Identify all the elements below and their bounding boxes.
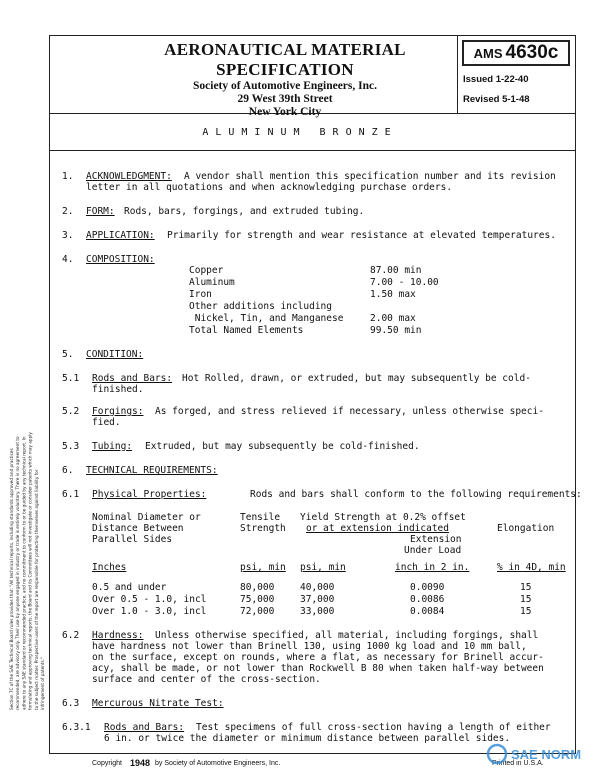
watermark-logo <box>485 742 595 770</box>
spec-heading: AERONAUTICAL MATERIAL SPECIFICATION <box>164 40 406 79</box>
s62-num: 6.2 <box>62 630 80 641</box>
s51-num: 5.1 <box>62 373 80 384</box>
s2-num: 2. <box>62 206 74 217</box>
s62-text-2: have hardness not lower than Brinell 130, using 1000 kg load and 10 mm ball, <box>92 641 527 652</box>
revised-date: Revised 5-1-48 <box>463 94 530 105</box>
ams-number: 4630c <box>505 42 559 63</box>
table-header: or at extension indicated <box>306 523 449 534</box>
header-vertical-divider <box>457 35 458 113</box>
watermark-circle <box>488 745 506 763</box>
comp-name: Other additions including <box>189 301 332 312</box>
table-header: Under Load <box>404 545 462 556</box>
comp-value: 1.50 max <box>370 289 416 300</box>
table-cell: 72,000 <box>240 606 275 617</box>
table-unit: psi, min <box>240 562 286 573</box>
s61-num: 6.1 <box>62 489 80 500</box>
sidebar-disclaimer-line: Section 7C of the SAE Technical Board rules provides that: "All technical reports, including standards approved and practices <box>9 448 14 710</box>
comp-value: 2.00 max <box>370 313 416 324</box>
comp-name: Nickel, Tin, and Manganese <box>189 313 344 324</box>
s631-num: 6.3.1 <box>62 722 91 733</box>
table-header: Parallel Sides <box>92 534 173 545</box>
comp-value: 99.50 min <box>370 325 422 336</box>
ams-number-box <box>462 40 570 66</box>
table-cell: 15 <box>520 582 532 593</box>
s52-num: 5.2 <box>62 406 80 417</box>
sidebar-disclaimer-svg <box>3 170 61 720</box>
s51-heading: Rods and Bars: <box>92 373 173 384</box>
s4-heading: COMPOSITION: <box>86 254 155 265</box>
table-cell: 80,000 <box>240 582 275 593</box>
s52-text-1: As forged, and stress relieved if necessary, unless otherwise speci- <box>155 406 544 417</box>
table-cell: Over 0.5 - 1.0, incl <box>92 594 207 605</box>
title-divider <box>49 150 576 151</box>
watermark <box>485 742 595 770</box>
s3-text: Primarily for strength and wear resistance at elevated temperatures. <box>167 230 556 241</box>
s3-num: 3. <box>62 230 74 241</box>
table-cell: 15 <box>520 606 532 617</box>
s4-num: 4. <box>62 254 74 265</box>
table-unit: inch in 2 in. <box>395 562 470 573</box>
s62-text-3: on the surface, except on rounds, where a flat, as necessary for Brinell accur- <box>92 652 544 663</box>
issued-date: Issued 1-22-40 <box>463 74 529 85</box>
s631-text-1: Test specimens of full cross-section having a length of either <box>196 722 551 733</box>
sidebar-disclaimer-line: recommended, are advisory only. Their use by anyone engaged in industry or trade is entirely voluntary. There is no agreement to <box>15 436 21 710</box>
table-unit: psi, min <box>300 562 346 573</box>
table-header: Distance Between <box>92 523 184 534</box>
s62-text-1: Unless otherwise specified, all material, including forgings, shall <box>155 630 539 641</box>
table-cell: 0.0090 <box>410 582 445 593</box>
s1-text-1: A vendor shall mention this specification number and its revision <box>184 171 556 182</box>
table-unit: % in 4D, min <box>497 562 566 573</box>
s51-text-1: Hot Rolled, drawn, or extruded, but may subsequently be cold- <box>182 373 531 384</box>
table-cell: 15 <box>520 594 532 605</box>
table-cell: 0.5 and under <box>92 582 167 593</box>
table-unit: Inches <box>92 562 127 573</box>
s53-heading: Tubing: <box>92 441 133 452</box>
table-cell: 33,000 <box>300 606 335 617</box>
s6-heading: TECHNICAL REQUIREMENTS: <box>86 465 218 476</box>
s631-heading: Rods and Bars: <box>104 722 185 733</box>
table-header: Extension <box>410 534 462 545</box>
s52-text-2: fied. <box>92 417 121 428</box>
s1-num: 1. <box>62 171 74 182</box>
sidebar-disclaimer <box>3 170 61 720</box>
s6-num: 6. <box>62 465 74 476</box>
table-cell: 0.0086 <box>410 594 445 605</box>
comp-value: 87.00 min <box>370 265 422 276</box>
header-title-block <box>120 40 450 119</box>
sidebar-disclaimer-line: infringement of patents." <box>40 657 45 710</box>
footer-by: by Society of Automotive Engineers, Inc. <box>155 760 281 767</box>
society-name: Society of Automotive Engineers, Inc. <box>193 80 377 92</box>
comp-name: Copper <box>189 265 224 276</box>
society-city: New York City <box>248 106 322 118</box>
table-header: Tensile <box>240 512 281 523</box>
document-title: ALUMINUM BRONZE <box>202 127 398 138</box>
sidebar-disclaimer-line: adhere to any SAE standard or recommended practice, and no commitment to conform to or be guided by any technical report. In <box>21 436 27 710</box>
s53-text: Extruded, but may subsequently be cold-finished. <box>145 441 420 452</box>
table-cell: Over 1.0 - 3.0, incl <box>92 606 207 617</box>
s51-text-2: finished. <box>92 384 144 395</box>
s2-heading: FORM: <box>86 206 115 217</box>
s5-heading: CONDITION: <box>86 349 144 360</box>
s2-text: Rods, bars, forgings, and extruded tubing. <box>124 206 365 217</box>
s5-num: 5. <box>62 349 74 360</box>
sidebar-disclaimer-text <box>9 432 45 710</box>
comp-value: 7.00 - 10.00 <box>370 277 439 288</box>
table-cell: 40,000 <box>300 582 335 593</box>
s53-num: 5.3 <box>62 441 80 452</box>
table-header: Elongation <box>497 523 555 534</box>
sidebar-disclaimer-line: formulating and approving technical reports, the Board and its Committees will not investigate or consider patents which may apply <box>27 432 33 710</box>
s3-heading: APPLICATION: <box>86 230 155 241</box>
s52-heading: Forgings: <box>92 406 144 417</box>
s631-text-2: 6 in. or twice the diameter or minimum distance between parallel sides. <box>104 733 511 744</box>
ams-prefix: AMS <box>473 45 503 61</box>
footer-printed: Printed in U.S.A. <box>492 760 544 767</box>
s1-heading: ACKNOWLEDGMENT: <box>86 171 172 182</box>
table-header: Nominal Diameter or <box>92 512 201 523</box>
comp-name: Iron <box>189 289 212 300</box>
s63-num: 6.3 <box>62 698 80 709</box>
s62-text-4: acy, shall be made, or not lower than Rockwell B 80 when taken half-way between <box>92 663 544 674</box>
s61-text: Rods and bars shall conform to the following requirements: <box>250 489 582 500</box>
s1-text-2: letter in all quotations and when acknowledging purchase orders. <box>86 182 453 193</box>
s62-heading: Hardness: <box>92 630 144 641</box>
s63-heading: Mercurous Nitrate Test: <box>92 698 224 709</box>
footer-year: 1948 <box>130 758 151 768</box>
comp-name: Total Named Elements <box>189 325 304 336</box>
table-cell: 75,000 <box>240 594 275 605</box>
s61-heading: Physical Properties: <box>92 489 207 500</box>
comp-name: Aluminum <box>189 277 235 288</box>
table-cell: 0.0084 <box>410 606 445 617</box>
society-street: 29 West 39th Street <box>237 93 333 105</box>
footer-copyright-label: Copyright <box>92 760 122 767</box>
table-header: Strength <box>240 523 286 534</box>
table-cell: 37,000 <box>300 594 335 605</box>
s62-text-5: surface and center of the cross-section. <box>92 674 321 685</box>
sidebar-disclaimer-line: to the subject matter. Prospective users of the report are responsible for protecting themselves against liability for <box>33 469 39 710</box>
table-header: Yield Strength at 0.2% offset <box>300 512 466 523</box>
watermark-text: SAE NORM <box>511 747 582 762</box>
